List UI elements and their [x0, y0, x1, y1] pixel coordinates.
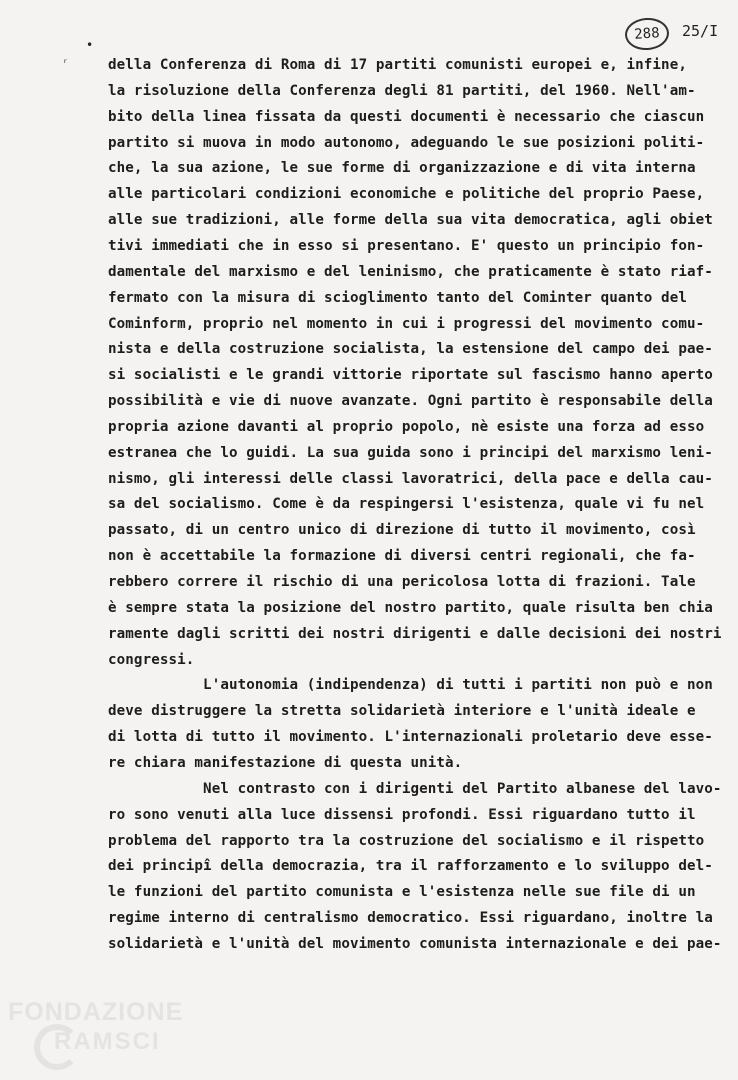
text-line: regime interno di centralismo democratico. Essi riguardano, inoltre la: [108, 910, 713, 927]
text-line: di lotta di tutto il movimento. L'internazionali proletario deve esse-: [108, 729, 713, 746]
margin-mark: •: [86, 38, 94, 52]
text-line: Nel contrasto con i dirigenti del Partito albanese del lavo-: [108, 780, 722, 797]
text-line: non è accettabile la formazione di diversi centri regionali, che fa-: [108, 548, 696, 565]
text-line: damentale del marxismo e del leninismo, che praticamente è stato riaf-: [108, 263, 713, 280]
text-line: partito si muova in modo autonomo, adeguando le sue posizioni politi-: [108, 134, 705, 151]
text-line: ramente dagli scritti dei nostri dirigenti e dalle decisioni dei nostri: [108, 625, 722, 642]
text-line: tivi immediati che in esso si presentano. E' questo un principio fon-: [108, 237, 705, 254]
watermark-top-text: FONDAZIONE: [8, 998, 184, 1026]
page-number-stamp: 288: [624, 17, 670, 52]
text-line: solidarietà e l'unità del movimento comunista internazionale e dei pae-: [108, 935, 722, 952]
text-line: che, la sua azione, le sue forme di organizzazione e di vita interna: [108, 160, 696, 177]
text-line: congressi.: [108, 651, 195, 668]
text-line: della Conferenza di Roma di 17 partiti comunisti europei e, infine,: [108, 57, 687, 73]
margin-tick: ʳ: [62, 56, 70, 70]
text-line: L'autonomia (indipendenza) di tutti i partiti non può e non: [108, 677, 713, 694]
text-line: la risoluzione della Conferenza degli 81 partiti, del 1960. Nell'am-: [108, 82, 696, 99]
text-line: passato, di un centro unico di direzione di tutto il movimento, così: [108, 522, 696, 539]
text-line: Cominform, proprio nel momento in cui i progressi del movimento comu-: [108, 315, 705, 332]
text-line: bito della linea fissata da questi documenti è necessario che ciascun: [108, 108, 705, 125]
text-line: re chiara manifestazione di questa unità.: [108, 754, 463, 771]
text-line: rebbero correre il rischio di una pericolosa lotta di frazioni. Tale: [108, 574, 696, 590]
text-line: deve distruggere la stretta solidarietà interiore e l'unità ideale e: [108, 703, 696, 720]
page-reference: 25/I: [682, 22, 719, 40]
text-line: alle sue tradizioni, alle forme della sua vita democratica, agli obiet: [108, 212, 713, 229]
text-line: dei principî della democrazia, tra il rafforzamento e lo sviluppo del-: [108, 858, 713, 875]
text-line: estranea che lo guidi. La sua guida sono i principi del marxismo leni-: [108, 444, 713, 461]
text-line: le funzioni del partito comunista e l'esistenza nelle sue file di un: [108, 884, 696, 901]
text-line: propria azione davanti al proprio popolo, nè esiste una forza ad esso: [108, 418, 705, 435]
text-line: sa del socialismo. Come è da respingersi l'esistenza, quale vi fu nel: [108, 496, 705, 513]
text-line: è sempre stata la posizione del nostro partito, quale risulta ben chia: [108, 599, 713, 616]
text-line: nista e della costruzione socialista, la estensione del campo dei pae-: [108, 341, 713, 358]
fondazione-gramsci-watermark: [8, 998, 188, 1068]
text-line: si socialisti e le grandi vittorie riportate sul fascismo hanno aperto: [108, 367, 713, 384]
watermark-bottom-text: RAMSCI: [54, 1028, 161, 1055]
text-line: alle particolari condizioni economiche e politiche del proprio Paese,: [108, 186, 705, 203]
text-line: possibilità e vie di nuove avanzate. Ogni partito è responsabile della: [108, 393, 713, 410]
text-line: ro sono venuti alla luce dissensi profondi. Essi riguardano tutto il: [108, 806, 696, 823]
text-line: problema del rapporto tra la costruzione del socialismo e il rispetto: [108, 832, 705, 849]
text-line: nismo, gli interessi delle classi lavoratrici, della pace e della cau-: [108, 470, 713, 487]
text-line: fermato con la misura di scioglimento tanto del Cominter quanto del: [108, 289, 687, 306]
